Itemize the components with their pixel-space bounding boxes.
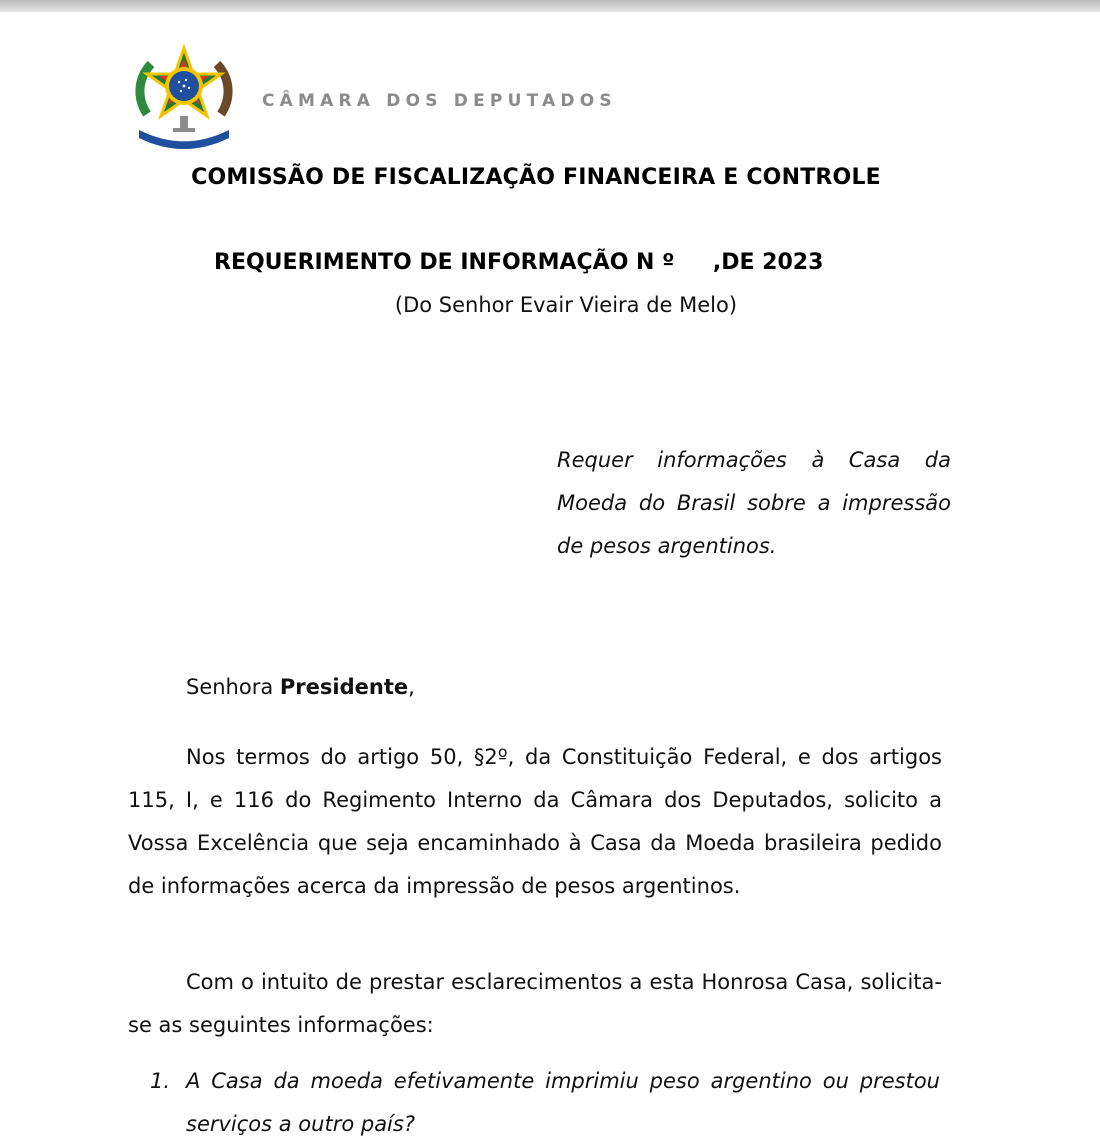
request-title: REQUERIMENTO DE INFORMAÇÃO N º ,DE 2023	[214, 250, 824, 275]
request-summary: Requer informações à Casa da Moeda do Brasil sobre a impressão de pesos argentinos.	[557, 448, 951, 558]
brazil-coat-of-arms-icon	[133, 44, 235, 152]
salutation-suffix: ,	[408, 675, 415, 699]
paragraph-intro-questions: Com o intuito de prestar esclarecimentos a esta Honrosa Casa, solicita-se as seguintes informações:	[128, 970, 942, 1037]
organization-name: CÂMARA DOS DEPUTADOS	[262, 91, 617, 111]
salutation	[186, 675, 415, 699]
question-text: A Casa da moeda efetivamente imprimiu peso argentino ou prestou serviços a outro país?	[186, 1069, 940, 1136]
committee-title: COMISSÃO DE FISCALIZAÇÃO FINANCEIRA E CONTROLE	[191, 165, 881, 190]
document-page	[0, 12, 1100, 1139]
question-item	[150, 1060, 940, 1146]
salutation-prefix: Senhora	[186, 675, 280, 699]
request-author: (Do Senhor Evair Vieira de Melo)	[394, 293, 738, 317]
salutation-addressee: Presidente	[279, 675, 409, 699]
viewer-top-bar	[0, 0, 1100, 12]
question-number: 1.	[150, 1069, 171, 1093]
paragraph-legal-basis: Nos termos do artigo 50, §2º, da Constituição Federal, e dos artigos 115, I, e 116 do Regimento Interno da Câmara dos Deputados, solicito a Vossa Excelência que seja encaminhado à Casa da Moeda brasileira pedido de informações acerca da impressão de pesos argentinos.	[128, 745, 942, 898]
